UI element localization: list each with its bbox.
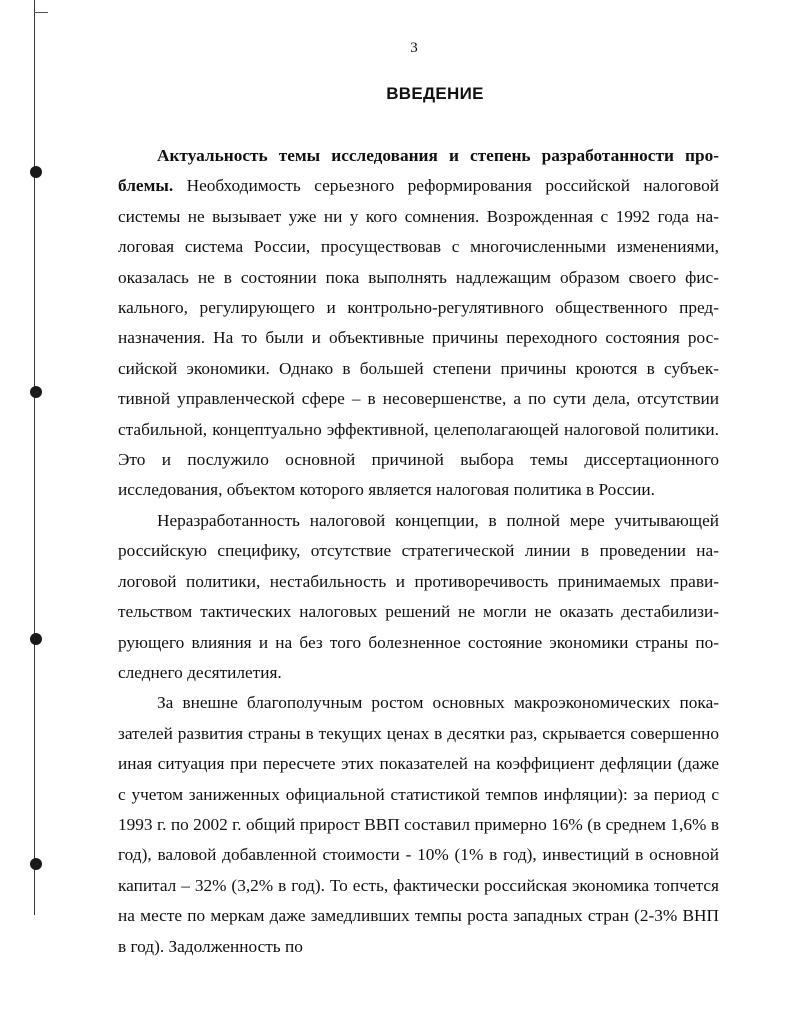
- paragraph-text: Необходимость серьезного реформирования российской налоговой системы не вызывает уже ни у кого сомнения. Возрожденная с 1992 года налоговая система России, просуществовав с многочисленными изменениями, оказалась не в состоянии пока выполнять надлежащим образом своего фискального, регулирующего и контрольно-регулятивного общественного предназначения. На то были и объективные причины переходного состояния российской экономики. Однако в большей степени причины кроются в субъективной управленческой сфере – в несовершенстве, а по сути дела, отсутствии стабильной, концептуально эффективной, целеполагающей налоговой политики. Это и послужило основной причиной выбора темы диссертационного исследования, объектом которого является налоговая политика в России.: [118, 176, 719, 500]
- binding-edge-line: [34, 0, 35, 915]
- scan-corner-mark: [34, 12, 48, 13]
- paragraph: За внешне благополучным ростом основных макроэкономических показателей развития страны в текущих ценах в десятки раз, скрывается совершенно иная ситуация при пересчете этих показателей на коэффициент дефляции (даже с учетом заниженных официальной статистикой темпов инфляции): за период с 1993 г. по 2002 г. общий прирост ВВП составил примерно 16% (в среднем 1,6% в год), валовой добавленной стоимости - 10% (1% в год), инвестиций в основной капитал – 32% (3,2% в год). То есть, фактически российская экономика топчется на месте по меркам даже замедливших темпы роста западных стран (2-3% ВНП в год). Задолженность по: [118, 693, 719, 956]
- punch-hole-mark: [30, 858, 42, 870]
- page-number: 3: [410, 40, 418, 56]
- body-text: [118, 141, 719, 962]
- section-heading: ВВЕДЕНИЕ: [386, 84, 484, 103]
- punch-hole-mark: [30, 633, 42, 645]
- punch-hole-mark: [30, 166, 42, 178]
- paragraph-lead: Актуальность темы исследования и степень разработанности проблемы.: [118, 146, 719, 196]
- paragraph: Неразработанность налоговой концепции, в полной мере учитывающей российскую специфику, отсутствие стратегической линии в проведении налоговой политики, нестабильность и противоречивость принимаемых правительством тактических налоговых решений не могли не оказать дестабилизирующего влияния и на без того болезненное состояние экономики страны последнего десятилетия.: [118, 510, 719, 682]
- paragraph: [118, 141, 719, 506]
- punch-hole-mark: [30, 386, 42, 398]
